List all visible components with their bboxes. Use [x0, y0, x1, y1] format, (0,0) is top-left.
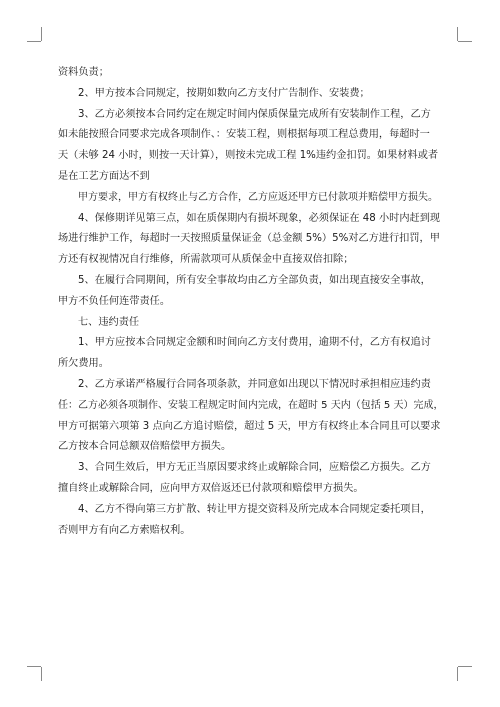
text-line: 是在工艺方面达不到	[58, 170, 150, 182]
text-line: 擅自终止或解除合同，应向甲方双倍返还已付款项和赔偿甲方损失。	[58, 482, 364, 494]
text-line: 甲方可据第六项第 3 点向乙方追讨赔偿，超过 5 天，甲方有权终止本合同且可以要求	[58, 420, 441, 432]
text-line: 5、在履行合同期间，所有安全事故均由乙方全部负责，如出现直接安全事故，	[78, 274, 431, 286]
crop-mark-bottom-right	[457, 666, 473, 682]
text-line: 天（未够 24 小时，则按一天计算），则按未完成工程 1%违约金扣罚。如果材料或者	[58, 150, 439, 162]
crop-mark-top-left	[27, 27, 43, 43]
text-line: 任：乙方必须各项制作、安装工程规定时间内完成，在超时 5 天内（包括 5 天）完成，	[58, 399, 444, 411]
text-line: 3、合同生效后，甲方无正当原因要求终止或解除合同，应赔偿乙方损失。乙方	[78, 462, 431, 474]
text-line: 所欠费用。	[58, 358, 109, 370]
document-body	[58, 63, 444, 541]
text-line: 资料负责；	[58, 67, 109, 78]
text-line: 4、保修期详见第三点，如在质保期内有损坏现象，必须保证在 48 小时内赶到现	[78, 212, 441, 224]
text-line: 否则甲方有向乙方索赔权利。	[58, 524, 191, 536]
crop-mark-bottom-left	[27, 666, 43, 682]
text-line: 甲方不负任何连带责任。	[58, 295, 171, 307]
text-line: 2、甲方按本合同规定，按期如数向乙方支付广告制作、安装费；	[78, 87, 370, 99]
crop-mark-top-right	[457, 27, 473, 43]
text-line: 方还有权视情况自行维修，所需款项可从质保金中直接双倍扣除；	[58, 254, 354, 266]
text-line: 如未能按照合同要求完成各项制作、：安装工程，则根据每项工程总费用，每超时一	[58, 129, 430, 141]
text-line: 2、乙方承诺严格履行合同各项条款，并同意如出现以下情况时承担相应违约责	[78, 378, 431, 390]
text-line: 4、乙方不得向第三方扩散、转让甲方提交资料及所完成本合同规定委托项目，	[78, 503, 431, 515]
text-line: 3、乙方必须按本合同约定在规定时间内保质保量完成所有安装制作工程，乙方	[78, 108, 431, 120]
text-line: 1、甲方应按本合同规定金额和时间向乙方支付费用，逾期不付，乙方有权追讨	[78, 337, 431, 349]
text-line: 场进行维护工作，每超时一天按照质量保证金（总金额 5%）5%对乙方进行扣罚，甲	[58, 233, 440, 245]
text-line: 甲方要求，甲方有权终止与乙方合作，乙方应返还甲方已付款项并赔偿甲方损失。	[78, 191, 438, 203]
section-heading: 七、违约责任	[78, 316, 140, 328]
text-line: 乙方按本合同总额双倍赔偿甲方损失。	[58, 441, 232, 453]
